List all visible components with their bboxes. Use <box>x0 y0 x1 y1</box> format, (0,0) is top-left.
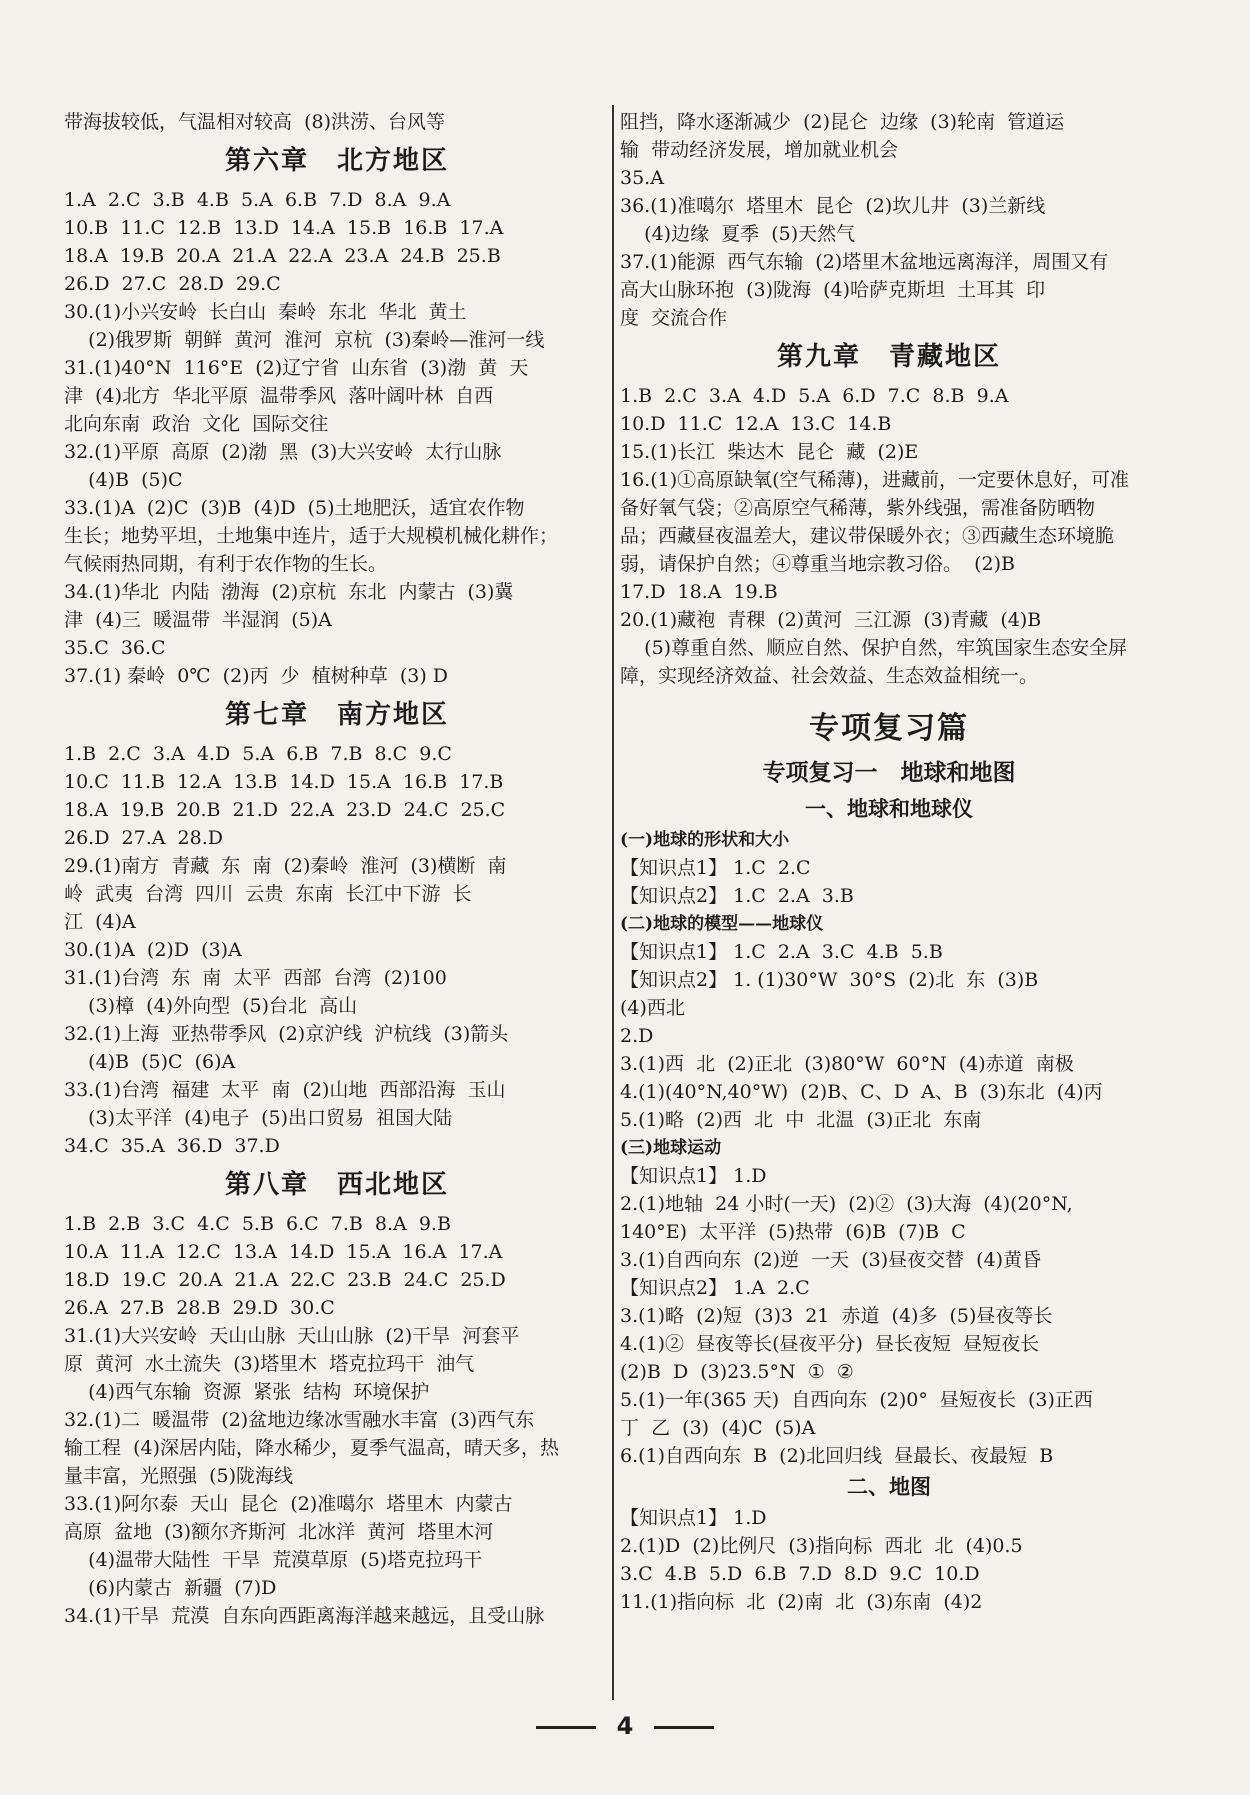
answer-line: 高原 盆地 (3)额尔齐斯河 北冰洋 黄河 塔里木河 <box>64 1521 494 1543</box>
answer-line: 气候雨热同期，有利于农作物的生长。 <box>64 553 388 575</box>
answer-line: 【知识点1】 1.D <box>620 1507 767 1529</box>
answer-line: 3.(1)自西向东 (2)逆 一天 (3)昼夜交替 (4)黄昏 <box>620 1249 1042 1271</box>
answer-line: 2.D <box>620 1025 654 1047</box>
answer-line: 18.A 19.B 20.A 21.A 22.A 23.A 24.B 25.B <box>64 245 501 267</box>
answer-line: 障，实现经济效益、社会效益、生态效益相统一。 <box>620 665 1039 687</box>
answer-line: 26.D 27.A 28.D <box>64 827 223 849</box>
section-title: 专项复习篇 <box>809 711 969 746</box>
answer-line: 34.(1)华北 内陆 渤海 (2)京杭 东北 内蒙古 (3)冀 <box>64 581 514 603</box>
answer-line: 3.C 4.B 5.D 6.B 7.D 8.D 9.C 10.D <box>620 1563 980 1585</box>
answer-line: 4.(1)② 昼夜等长(昼夜平分) 昼长夜短 昼短夜长 <box>620 1333 1040 1355</box>
chapter-heading: 第八章 西北地区 <box>224 1170 449 1200</box>
blank-gap <box>620 690 1158 704</box>
answer-line: 10.D 11.C 12.A 13.C 14.B <box>620 413 892 435</box>
answer-line: (4)西北 <box>620 997 685 1019</box>
answer-line: 34.(1)干旱 荒漠 自东向西距离海洋越来越远，且受山脉 <box>64 1605 545 1627</box>
answer-line: (2)俄罗斯 朝鲜 黄河 淮河 京杭 (3)秦岭—淮河一线 <box>64 329 545 351</box>
answer-line: 津 (4)三 暖温带 半湿润 (5)A <box>64 609 332 631</box>
answer-line: 17.D 18.A 19.B <box>620 581 778 603</box>
answer-line: (4)西气东输 资源 紧张 结构 环境保护 <box>64 1381 430 1403</box>
right-column <box>620 108 1158 1616</box>
answer-line: 16.(1)①高原缺氧(空气稀薄)，进藏前，一定要休息好，可准 <box>620 469 1129 491</box>
chapter-heading: 第七章 南方地区 <box>224 700 449 730</box>
answer-line: 29.(1)南方 青藏 东 南 (2)秦岭 淮河 (3)横断 南 <box>64 855 507 877</box>
answer-line: 【知识点2】 1. (1)30°W 30°S (2)北 东 (3)B <box>620 969 1039 991</box>
answer-line: 量丰富，光照强 (5)陇海线 <box>64 1465 293 1487</box>
answer-line: 丁 乙 (3) (4)C (5)A <box>620 1417 816 1439</box>
answer-line: 岭 武夷 台湾 四川 云贵 东南 长江中下游 长 <box>64 883 472 905</box>
answer-line: (3)樟 (4)外向型 (5)台北 高山 <box>64 995 358 1017</box>
answer-line: 3.(1)略 (2)短 (3)3 21 赤道 (4)多 (5)昼夜等长 <box>620 1305 1053 1327</box>
answer-line: (5)尊重自然、顺应自然、保护自然，牢筑国家生态安全屏 <box>620 637 1128 659</box>
answer-line: 6.(1)自西向东 B (2)北回归线 昼最长、夜最短 B <box>620 1445 1054 1467</box>
answer-line: (4)B (5)C <box>64 469 183 491</box>
answer-line: 1.A 2.C 3.B 4.B 5.A 6.B 7.D 8.A 9.A <box>64 189 451 211</box>
answer-line: 4.(1)(40°N,40°W) (2)B、C、D A、B (3)东北 (4)丙 <box>620 1081 1103 1103</box>
topic-subheading: (三)地球运动 <box>620 1138 722 1158</box>
answer-line: 30.(1)小兴安岭 长白山 秦岭 东北 华北 黄土 <box>64 301 467 323</box>
answer-line: 高大山脉环抱 (3)陇海 (4)哈萨克斯坦 土耳其 印 <box>620 279 1046 301</box>
answer-line: 【知识点2】 1.C 2.A 3.B <box>620 885 854 907</box>
answer-line: 32.(1)上海 亚热带季风 (2)京沪线 沪杭线 (3)箭头 <box>64 1023 509 1045</box>
answer-line: 35.C 36.C <box>64 637 166 659</box>
page-number: 4 <box>616 1712 634 1740</box>
answer-line: 10.B 11.C 12.B 13.D 14.A 15.B 16.B 17.A <box>64 217 504 239</box>
answer-line: 140°E) 太平洋 (5)热带 (6)B (7)B C <box>620 1221 966 1243</box>
answer-line: 江 (4)A <box>64 911 136 933</box>
answer-line: 【知识点1】 1.D <box>620 1165 767 1187</box>
answer-line: 11.(1)指向标 北 (2)南 北 (3)东南 (4)2 <box>620 1591 983 1613</box>
answer-line: 备好氧气袋；②高原空气稀薄，紫外线强，需准备防晒物 <box>620 497 1096 519</box>
answer-line: 2.(1)地轴 24 小时(一天) (2)② (3)大海 (4)(20°N, <box>620 1193 1073 1215</box>
answer-line: 原 黄河 水土流失 (3)塔里木 塔克拉玛干 油气 <box>64 1353 475 1375</box>
answer-line: 2.(1)D (2)比例尺 (3)指向标 西北 北 (4)0.5 <box>620 1535 1023 1557</box>
answer-line: 34.C 35.A 36.D 37.D <box>64 1135 280 1157</box>
column-divider <box>612 105 614 1700</box>
answer-line: 【知识点1】 1.C 2.C <box>620 857 811 879</box>
answer-line: 32.(1)二 暖温带 (2)盆地边缘冰雪融水丰富 (3)西气东 <box>64 1409 535 1431</box>
topic-heading: 一、地球和地球仪 <box>805 796 973 821</box>
footer-ornament-left <box>536 1726 596 1729</box>
answer-line: 带海拔较低，气温相对较高 (8)洪涝、台风等 <box>64 111 445 133</box>
answer-line: 10.A 11.A 12.C 13.A 14.D 15.A 16.A 17.A <box>64 1241 503 1263</box>
chapter-heading: 第六章 北方地区 <box>224 146 449 176</box>
answer-line: 32.(1)平原 高原 (2)渤 黑 (3)大兴安岭 太行山脉 <box>64 441 502 463</box>
answer-line: 31.(1)台湾 东 南 太平 西部 台湾 (2)100 <box>64 967 447 989</box>
answer-line: 10.C 11.B 12.A 13.B 14.D 15.A 16.B 17.B <box>64 771 504 793</box>
answer-line: 26.A 27.B 28.B 29.D 30.C <box>64 1297 335 1319</box>
answer-line: 33.(1)阿尔泰 天山 昆仑 (2)准噶尔 塔里木 内蒙古 <box>64 1493 513 1515</box>
left-column <box>64 108 610 1630</box>
answer-line: 36.(1)准噶尔 塔里木 昆仑 (2)坎儿井 (3)兰新线 <box>620 195 1046 217</box>
answer-line: 26.D 27.C 28.D 29.C <box>64 273 281 295</box>
answer-line: 1.B 2.C 3.A 4.D 5.A 6.D 7.C 8.B 9.A <box>620 385 1009 407</box>
answer-line: (3)太平洋 (4)电子 (5)出口贸易 祖国大陆 <box>64 1107 453 1129</box>
answer-line: 输工程 (4)深居内陆，降水稀少，夏季气温高，晴天多，热 <box>64 1437 559 1459</box>
answer-line: 津 (4)北方 华北平原 温带季风 落叶阔叶林 自西 <box>64 385 494 407</box>
answer-line: (4)边缘 夏季 (5)天然气 <box>620 223 856 245</box>
topic-heading: 二、地图 <box>847 1474 931 1499</box>
answer-line: 30.(1)A (2)D (3)A <box>64 939 242 961</box>
answer-line: (2)B D (3)23.5°N ① ② <box>620 1361 854 1383</box>
answer-line: 【知识点1】 1.C 2.A 3.C 4.B 5.B <box>620 941 943 963</box>
answer-line: 31.(1)大兴安岭 天山山脉 天山山脉 (2)干旱 河套平 <box>64 1325 520 1347</box>
answer-line: 18.D 19.C 20.A 21.A 22.C 23.B 24.C 25.D <box>64 1269 506 1291</box>
answer-line: 生长；地势平坦，土地集中连片，适于大规模机械化耕作； <box>64 525 559 547</box>
answer-line: 1.B 2.B 3.C 4.C 5.B 6.C 7.B 8.A 9.B <box>64 1213 451 1235</box>
answer-line: 弱，请保护自然；④尊重当地宗教习俗。 (2)B <box>620 553 1015 575</box>
answer-line: 15.(1)长江 柴达木 昆仑 藏 (2)E <box>620 441 919 463</box>
topic-subheading: (二)地球的模型——地球仪 <box>620 914 824 934</box>
answer-line: 33.(1)台湾 福建 太平 南 (2)山地 西部沿海 玉山 <box>64 1079 506 1101</box>
answer-line: 1.B 2.C 3.A 4.D 5.A 6.B 7.B 8.C 9.C <box>64 743 452 765</box>
answer-line: 5.(1)略 (2)西 北 中 北温 (3)正北 东南 <box>620 1109 982 1131</box>
answer-line: 37.(1) 秦岭 0℃ (2)丙 少 植树种草 (3) D <box>64 665 449 687</box>
answer-line: 阻挡，降水逐渐减少 (2)昆仑 边缘 (3)轮南 管道运 <box>620 111 1065 133</box>
answer-line: 20.(1)藏袍 青稞 (2)黄河 三江源 (3)青藏 (4)B <box>620 609 1042 631</box>
answer-line: 【知识点2】 1.A 2.C <box>620 1277 810 1299</box>
answer-line: (4)温带大陆性 干旱 荒漠草原 (5)塔克拉玛干 <box>64 1549 483 1571</box>
answer-line: 5.(1)一年(365 天) 自西向东 (2)0° 昼短夜长 (3)正西 <box>620 1389 1093 1411</box>
answer-line: 31.(1)40°N 116°E (2)辽宁省 山东省 (3)渤 黄 天 <box>64 357 529 379</box>
answer-line: 18.A 19.B 20.B 21.D 22.A 23.D 24.C 25.C <box>64 799 506 821</box>
page-footer <box>0 1712 1250 1740</box>
answer-line: 品；西藏昼夜温差大，建议带保暖外衣；③西藏生态环境脆 <box>620 525 1115 547</box>
footer-ornament-right <box>654 1726 714 1729</box>
answer-line: 输 带动经济发展，增加就业机会 <box>620 139 899 161</box>
answer-line: 35.A <box>620 167 664 189</box>
answer-line: 度 交流合作 <box>620 307 728 329</box>
answer-line: 37.(1)能源 西气东输 (2)塔里木盆地远离海洋，周围又有 <box>620 251 1109 273</box>
subsection-title: 专项复习一 地球和地图 <box>762 759 1016 786</box>
answer-line: (4)B (5)C (6)A <box>64 1051 236 1073</box>
answer-line: (6)内蒙古 新疆 (7)D <box>64 1577 277 1599</box>
answer-line: 33.(1)A (2)C (3)B (4)D (5)土地肥沃，适宜农作物 <box>64 497 525 519</box>
answer-line: 北向东南 政治 文化 国际交往 <box>64 413 329 435</box>
chapter-heading: 第九章 青藏地区 <box>776 342 1001 372</box>
topic-subheading: (一)地球的形状和大小 <box>620 830 790 850</box>
answer-line: 3.(1)西 北 (2)正北 (3)80°W 60°N (4)赤道 南极 <box>620 1053 1074 1075</box>
